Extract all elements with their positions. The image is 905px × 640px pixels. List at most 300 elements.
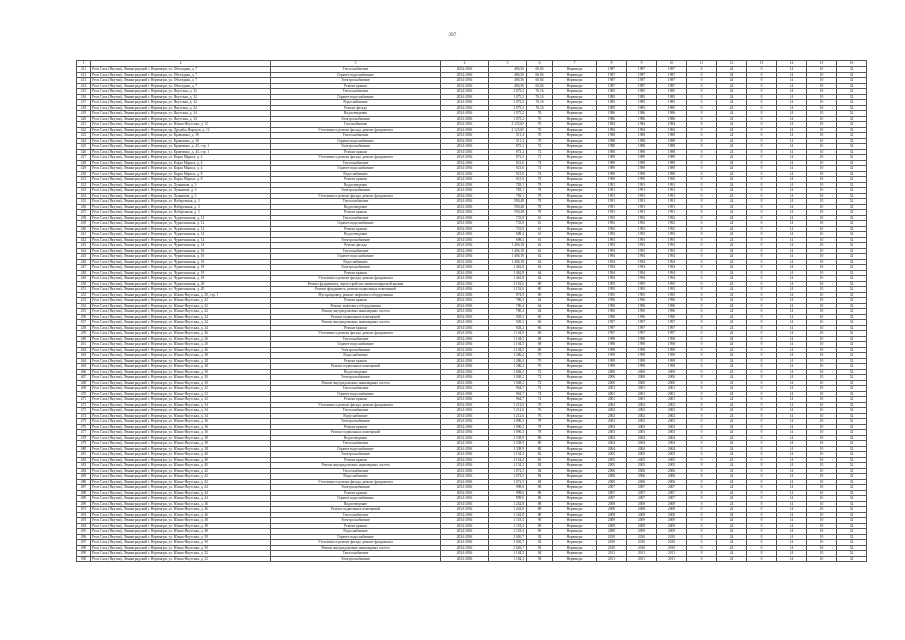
value-cell: 32 bbox=[837, 391, 867, 397]
value-cell: 24 bbox=[717, 122, 747, 128]
address-cell: Респ.Саха (Якутия), Ленинградский г. Нерюнгри, ул. Чурапчинская, д. 12 bbox=[91, 215, 271, 221]
year-cell: 1991 bbox=[657, 188, 687, 194]
value-cell: 10 bbox=[807, 353, 837, 359]
value-cell: 0 bbox=[687, 259, 717, 265]
value-cell: 72 bbox=[527, 375, 553, 381]
value-cell: 0 bbox=[687, 397, 717, 403]
value-cell: 0 bbox=[687, 144, 717, 150]
year-cell: 1985 bbox=[657, 89, 687, 95]
work-type-cell: Теплоснабжение bbox=[271, 551, 441, 557]
period-cell: 2034-2036 bbox=[441, 402, 489, 408]
row-number-cell: 463 bbox=[77, 353, 91, 359]
value-cell: 14 bbox=[777, 182, 807, 188]
value-cell: 0 bbox=[687, 512, 717, 518]
locality-cell: Нерюнгри bbox=[553, 276, 597, 282]
area-cell: 1 406,18 bbox=[489, 248, 527, 254]
year-cell: 1991 bbox=[597, 188, 627, 194]
value-cell: 10 bbox=[807, 221, 837, 227]
address-cell: Респ.Саха (Якутия), Ленинградский г. Нерюнгри, ул. Южно-Якутская, д. 40 bbox=[91, 457, 271, 463]
value-cell: 0 bbox=[687, 375, 717, 381]
year-cell: 2001 bbox=[657, 386, 687, 392]
year-cell: 1989 bbox=[597, 155, 627, 161]
year-cell: 1987 bbox=[657, 83, 687, 89]
address-cell: Респ.Саха (Якутия), Ленинградский г. Нерюнгри, ул. Карла Маркса, д. 8 bbox=[91, 177, 271, 183]
period-cell: 2034-2036 bbox=[441, 188, 489, 194]
area-cell: 1 026,7 bbox=[489, 540, 527, 546]
value-cell: 92 bbox=[527, 540, 553, 546]
area-cell: 1 212,6 bbox=[489, 402, 527, 408]
value-cell: 14 bbox=[777, 298, 807, 304]
value-cell: 24 bbox=[717, 303, 747, 309]
value-cell: 78 bbox=[527, 210, 553, 216]
area-cell: 1 212,6 bbox=[489, 413, 527, 419]
area-cell: 1 406,18 bbox=[489, 259, 527, 265]
area-cell: 928,2 bbox=[489, 314, 527, 320]
value-cell: 0 bbox=[747, 518, 777, 524]
area-cell: 486,56 bbox=[489, 83, 527, 89]
value-cell: 0 bbox=[747, 512, 777, 518]
row-number-cell: 416 bbox=[77, 94, 91, 100]
work-type-cell: Ремонт фасада bbox=[271, 243, 441, 249]
row-number-cell: 488 bbox=[77, 490, 91, 496]
address-cell: Респ.Саха (Якутия), Ленинградский г. Нерюнгри, ул. Южно-Якутская, д. 36 bbox=[91, 424, 271, 430]
work-type-cell: Ремонт крыши bbox=[271, 270, 441, 276]
area-cell: 2 125,65 bbox=[489, 122, 527, 128]
value-cell: 10 bbox=[807, 248, 837, 254]
value-cell: 0 bbox=[687, 441, 717, 447]
year-cell: 1994 bbox=[657, 254, 687, 260]
value-cell: 32 bbox=[837, 254, 867, 260]
value-cell: 0 bbox=[747, 457, 777, 463]
value-cell: 14 bbox=[777, 369, 807, 375]
address-cell: Респ.Саха (Якутия), Ленинградский г. Нерюнгри, ул. Объездная, д. 7 bbox=[91, 72, 271, 78]
year-cell: 1990 bbox=[657, 171, 687, 177]
value-cell: 10 bbox=[807, 287, 837, 293]
row-number-cell: 481 bbox=[77, 452, 91, 458]
value-cell: 72 bbox=[527, 369, 553, 375]
value-cell: 24 bbox=[717, 545, 747, 551]
work-type-cell: Теплоснабжение bbox=[271, 408, 441, 414]
period-cell: 2034-2036 bbox=[441, 292, 489, 298]
period-cell: 2034-2036 bbox=[441, 529, 489, 535]
year-cell: 1987 bbox=[657, 72, 687, 78]
area-cell: 1 072,5 bbox=[489, 468, 527, 474]
address-cell: Респ.Саха (Якутия), Ленинградский г. Нерюнгри, ул. Южно-Якутская, д. 36 bbox=[91, 430, 271, 436]
value-cell: 0 bbox=[747, 463, 777, 469]
period-cell: 2034-2036 bbox=[441, 430, 489, 436]
period-cell: 2034-2036 bbox=[441, 556, 489, 562]
value-cell: 10 bbox=[807, 386, 837, 392]
value-cell: 32 bbox=[837, 171, 867, 177]
year-cell: 1994 bbox=[657, 270, 687, 276]
year-cell: 1994 bbox=[657, 265, 687, 271]
year-cell: 1991 bbox=[627, 188, 657, 194]
year-cell: 2008 bbox=[657, 512, 687, 518]
locality-cell: Нерюнгри bbox=[553, 78, 597, 84]
year-cell: 1991 bbox=[597, 193, 627, 199]
value-cell: 32 bbox=[837, 529, 867, 535]
year-cell: 1987 bbox=[597, 78, 627, 84]
year-cell: 1996 bbox=[597, 303, 627, 309]
value-cell: 32 bbox=[837, 452, 867, 458]
locality-cell: Нерюнгри bbox=[553, 523, 597, 529]
area-cell: 1 075,2 bbox=[489, 100, 527, 106]
address-cell: Респ.Саха (Якутия), Ленинградский г. Нерюнгри, ул. Карла Маркса, д. 4 bbox=[91, 160, 271, 166]
work-type-cell: Электроснабжение bbox=[271, 78, 441, 84]
column-header: 4 bbox=[441, 61, 489, 67]
area-cell: 1 406,18 bbox=[489, 243, 527, 249]
locality-cell: Нерюнгри bbox=[553, 380, 597, 386]
value-cell: 76,16 bbox=[527, 100, 553, 106]
value-cell: 0 bbox=[687, 155, 717, 161]
value-cell: 14 bbox=[777, 501, 807, 507]
value-cell: 66 bbox=[527, 320, 553, 326]
row-number-cell: 455 bbox=[77, 309, 91, 315]
period-cell: 2034-2036 bbox=[441, 226, 489, 232]
year-cell: 2005 bbox=[627, 463, 657, 469]
period-cell: 2034-2036 bbox=[441, 490, 489, 496]
value-cell: 24 bbox=[717, 193, 747, 199]
value-cell: 0 bbox=[687, 243, 717, 249]
value-cell: 0 bbox=[687, 369, 717, 375]
value-cell: 76,16 bbox=[527, 105, 553, 111]
period-cell: 2034-2036 bbox=[441, 259, 489, 265]
value-cell: 0 bbox=[687, 133, 717, 139]
value-cell: 0 bbox=[747, 391, 777, 397]
address-cell: Респ.Саха (Якутия), Ленинградский г. Нерюнгри, ул. Южно-Якутская, д. 44 bbox=[91, 490, 271, 496]
work-type-cell: Ремонт внутридомовых инженерных систем bbox=[271, 320, 441, 326]
value-cell: 10 bbox=[807, 485, 837, 491]
year-cell: 1997 bbox=[597, 331, 627, 337]
value-cell: 0 bbox=[747, 435, 777, 441]
address-cell: Респ.Саха (Якутия), Ленинградский г. Нерюнгри, ул. Чурапчинская, д. 12 bbox=[91, 221, 271, 227]
year-cell: 2000 bbox=[657, 380, 687, 386]
value-cell: 10 bbox=[807, 358, 837, 364]
value-cell: 10 bbox=[807, 441, 837, 447]
value-cell: 60,84 bbox=[527, 83, 553, 89]
column-header: 13 bbox=[747, 61, 777, 67]
work-type-cell: Утепление и ремонт фасада, ремонт фундамента bbox=[271, 331, 441, 337]
address-cell: Респ.Саха (Якутия), Ленинградский г. Нерюнгри, ул. Объездная, д. 7 bbox=[91, 78, 271, 84]
work-type-cell: Ремонт фундамента, ремонт подвальных помещений bbox=[271, 287, 441, 293]
address-cell: Респ.Саха (Якутия), Ленинградский г. Нерюнгри, ул. Чурапчинская, д. 18 bbox=[91, 270, 271, 276]
value-cell: 10 bbox=[807, 369, 837, 375]
period-cell: 2034-2036 bbox=[441, 391, 489, 397]
value-cell: 10 bbox=[807, 545, 837, 551]
period-cell: 2034-2036 bbox=[441, 331, 489, 337]
work-type-cell: Ремонт внутридомовых инженерных систем bbox=[271, 309, 441, 315]
year-cell: 1993 bbox=[627, 248, 657, 254]
year-cell: 2008 bbox=[657, 507, 687, 513]
value-cell: 24 bbox=[717, 430, 747, 436]
work-type-cell: Ремонт крыши bbox=[271, 149, 441, 155]
area-cell: 1 075,2 bbox=[489, 89, 527, 95]
locality-cell: Нерюнгри bbox=[553, 215, 597, 221]
value-cell: 14 bbox=[777, 133, 807, 139]
value-cell: 0 bbox=[747, 485, 777, 491]
value-cell: 32 bbox=[837, 490, 867, 496]
row-number-cell: 462 bbox=[77, 347, 91, 353]
locality-cell: Нерюнгри bbox=[553, 375, 597, 381]
register-sheet bbox=[76, 60, 866, 562]
area-cell: 1 104,5 bbox=[489, 336, 527, 342]
period-cell: 2034-2036 bbox=[441, 435, 489, 441]
year-cell: 1996 bbox=[657, 314, 687, 320]
work-type-cell: Теплоснабжение bbox=[271, 215, 441, 221]
row-number-cell: 450 bbox=[77, 281, 91, 287]
period-cell: 2034-2036 bbox=[441, 314, 489, 320]
locality-cell: Нерюнгри bbox=[553, 545, 597, 551]
value-cell: 10 bbox=[807, 457, 837, 463]
address-cell: Респ.Саха (Якутия), Ленинградский г. Нерюнгри, ул. Южно-Якутская, д. 32 bbox=[91, 397, 271, 403]
area-cell: 1 096,3 bbox=[489, 419, 527, 425]
address-cell: Респ.Саха (Якутия), Ленинградский г. Нерюнгри, ул. Южно-Якутская, д. 26 bbox=[91, 347, 271, 353]
locality-cell: Нерюнгри bbox=[553, 424, 597, 430]
row-number-cell: 490 bbox=[77, 501, 91, 507]
address-cell: Респ.Саха (Якутия), Ленинградский г. Нерюнгри, ул. Южно-Якутская, д. 48 bbox=[91, 523, 271, 529]
value-cell: 14 bbox=[777, 210, 807, 216]
value-cell: 0 bbox=[687, 232, 717, 238]
locality-cell: Нерюнгри bbox=[553, 534, 597, 540]
row-number-cell: 494 bbox=[77, 523, 91, 529]
value-cell: 0 bbox=[747, 303, 777, 309]
area-cell: 786,4 bbox=[489, 298, 527, 304]
value-cell: 24 bbox=[717, 105, 747, 111]
area-cell: 1 152,6 bbox=[489, 287, 527, 293]
year-cell: 1993 bbox=[627, 237, 657, 243]
year-cell: 2011 bbox=[597, 551, 627, 557]
work-type-cell: Электроснабжение bbox=[271, 116, 441, 122]
year-cell: 2002 bbox=[627, 413, 657, 419]
value-cell: 32 bbox=[837, 507, 867, 513]
value-cell: 10 bbox=[807, 496, 837, 502]
value-cell: 0 bbox=[747, 545, 777, 551]
value-cell: 14 bbox=[777, 391, 807, 397]
value-cell: 10 bbox=[807, 155, 837, 161]
year-cell: 2004 bbox=[627, 441, 657, 447]
work-type-cell: Горячее водоснабжение bbox=[271, 254, 441, 260]
value-cell: 10 bbox=[807, 430, 837, 436]
value-cell: 32 bbox=[837, 94, 867, 100]
year-cell: 1988 bbox=[657, 149, 687, 155]
value-cell: 24 bbox=[717, 281, 747, 287]
value-cell: 32 bbox=[837, 446, 867, 452]
value-cell: 0 bbox=[747, 369, 777, 375]
value-cell: 0 bbox=[747, 116, 777, 122]
value-cell: 14 bbox=[777, 232, 807, 238]
work-type-cell: Теплоснабжение bbox=[271, 441, 441, 447]
period-cell: 2034-2036 bbox=[441, 281, 489, 287]
year-cell: 1988 bbox=[597, 133, 627, 139]
address-cell: Респ.Саха (Якутия), Ленинградский г. Нерюнгри, ул. Якутская, д. 32 bbox=[91, 94, 271, 100]
value-cell: 10 bbox=[807, 419, 837, 425]
value-cell: 0 bbox=[747, 479, 777, 485]
year-cell: 2000 bbox=[627, 369, 657, 375]
year-cell: 1992 bbox=[657, 221, 687, 227]
area-cell: 1 184,3 bbox=[489, 551, 527, 557]
locality-cell: Нерюнгри bbox=[553, 199, 597, 205]
value-cell: 24 bbox=[717, 441, 747, 447]
period-cell: 2034-2036 bbox=[441, 83, 489, 89]
locality-cell: Нерюнгри bbox=[553, 369, 597, 375]
year-cell: 2009 bbox=[657, 518, 687, 524]
row-number-cell: 477 bbox=[77, 430, 91, 436]
area-cell: 1 286,4 bbox=[489, 358, 527, 364]
locality-cell: Нерюнгри bbox=[553, 248, 597, 254]
year-cell: 1999 bbox=[657, 358, 687, 364]
address-cell: Респ.Саха (Якутия), Ленинградский г. Нерюнгри, ул. Чурапчинская, д. 14 bbox=[91, 243, 271, 249]
year-cell: 2006 bbox=[657, 479, 687, 485]
value-cell: 0 bbox=[747, 265, 777, 271]
value-cell: 0 bbox=[747, 259, 777, 265]
year-cell: 2007 bbox=[627, 490, 657, 496]
value-cell: 0 bbox=[747, 501, 777, 507]
value-cell: 32 bbox=[837, 188, 867, 194]
value-cell: 32 bbox=[837, 105, 867, 111]
period-cell: 2034-2036 bbox=[441, 457, 489, 463]
value-cell: 10 bbox=[807, 215, 837, 221]
value-cell: 0 bbox=[687, 402, 717, 408]
locality-cell: Нерюнгри bbox=[553, 358, 597, 364]
work-type-cell: Теплоснабжение bbox=[271, 160, 441, 166]
year-cell: 1991 bbox=[597, 210, 627, 216]
value-cell: 32 bbox=[837, 353, 867, 359]
period-cell: 2034-2036 bbox=[441, 397, 489, 403]
column-header: 3 bbox=[271, 61, 441, 67]
year-cell: 1991 bbox=[627, 199, 657, 205]
value-cell: 80 bbox=[527, 441, 553, 447]
period-cell: 2034-2036 bbox=[441, 155, 489, 161]
year-cell: 2010 bbox=[627, 534, 657, 540]
year-cell: 2009 bbox=[627, 523, 657, 529]
value-cell: 64 bbox=[527, 265, 553, 271]
row-number-cell: 474 bbox=[77, 413, 91, 419]
address-cell: Респ.Саха (Якутия), Ленинградский г. Нерюнгри, ул. Чурапчинская, д. 18 bbox=[91, 276, 271, 282]
year-cell: 1997 bbox=[627, 325, 657, 331]
value-cell: 14 bbox=[777, 419, 807, 425]
year-cell: 1996 bbox=[627, 303, 657, 309]
address-cell: Респ.Саха (Якутия), Ленинградский г. Нерюнгри, ул. Лужников, д. 3 bbox=[91, 182, 271, 188]
value-cell: 0 bbox=[687, 518, 717, 524]
year-cell: 1994 bbox=[627, 276, 657, 282]
row-number-cell: 451 bbox=[77, 287, 91, 293]
year-cell: 1995 bbox=[657, 287, 687, 293]
year-cell: 1987 bbox=[597, 83, 627, 89]
row-number-cell: 479 bbox=[77, 441, 91, 447]
value-cell: 0 bbox=[687, 226, 717, 232]
area-cell: 1 104,5 bbox=[489, 331, 527, 337]
year-cell: 2010 bbox=[657, 534, 687, 540]
value-cell: 32 bbox=[837, 320, 867, 326]
year-cell: 1988 bbox=[627, 138, 657, 144]
row-number-cell: 475 bbox=[77, 419, 91, 425]
area-cell: 786,4 bbox=[489, 303, 527, 309]
value-cell: 24 bbox=[717, 199, 747, 205]
year-cell: 1998 bbox=[657, 342, 687, 348]
work-type-cell: Электроснабжение bbox=[271, 518, 441, 524]
column-header: 10 bbox=[657, 61, 687, 67]
value-cell: 14 bbox=[777, 468, 807, 474]
year-cell: 2003 bbox=[627, 419, 657, 425]
value-cell: 32 bbox=[837, 149, 867, 155]
year-cell: 2002 bbox=[657, 413, 687, 419]
year-cell: 1999 bbox=[657, 364, 687, 370]
period-cell: 2034-2036 bbox=[441, 474, 489, 480]
row-number-cell: 440 bbox=[77, 226, 91, 232]
period-cell: 2034-2036 bbox=[441, 111, 489, 117]
row-number-cell: 433 bbox=[77, 188, 91, 194]
value-cell: 78 bbox=[527, 424, 553, 430]
row-number-cell: 425 bbox=[77, 144, 91, 150]
value-cell: 14 bbox=[777, 320, 807, 326]
year-cell: 2004 bbox=[597, 435, 627, 441]
period-cell: 2034-2036 bbox=[441, 551, 489, 557]
value-cell: 10 bbox=[807, 276, 837, 282]
value-cell: 61 bbox=[527, 232, 553, 238]
work-type-cell: Электроснабжение bbox=[271, 419, 441, 425]
year-cell: 1998 bbox=[627, 342, 657, 348]
value-cell: 0 bbox=[687, 166, 717, 172]
year-cell: 2004 bbox=[657, 435, 687, 441]
value-cell: 0 bbox=[687, 270, 717, 276]
year-cell: 1994 bbox=[597, 276, 627, 282]
year-cell: 2005 bbox=[657, 457, 687, 463]
locality-cell: Нерюнгри bbox=[553, 100, 597, 106]
address-cell: Респ.Саха (Якутия), Ленинградский г. Нерюнгри, ул. Чурапчинская, д. 20 bbox=[91, 281, 271, 287]
work-type-cell: Утепление и ремонт фасада, ремонт фундамента bbox=[271, 540, 441, 546]
value-cell: 24 bbox=[717, 534, 747, 540]
value-cell: 10 bbox=[807, 364, 837, 370]
period-cell: 2034-2036 bbox=[441, 485, 489, 491]
value-cell: 0 bbox=[747, 441, 777, 447]
address-cell: Респ.Саха (Якутия), Ленинградский г. Нерюнгри, ул. Южно-Якутская, д. 32 bbox=[91, 391, 271, 397]
year-cell: 1994 bbox=[597, 259, 627, 265]
year-cell: 1994 bbox=[657, 259, 687, 265]
value-cell: 0 bbox=[747, 347, 777, 353]
column-header: 1 bbox=[77, 61, 91, 67]
period-cell: 2034-2036 bbox=[441, 276, 489, 282]
value-cell: 10 bbox=[807, 298, 837, 304]
area-cell: 1 154,2 bbox=[489, 452, 527, 458]
year-cell: 1988 bbox=[627, 144, 657, 150]
year-cell: 1985 bbox=[627, 94, 657, 100]
value-cell: 0 bbox=[747, 375, 777, 381]
year-cell: 2002 bbox=[657, 402, 687, 408]
row-number-cell: 426 bbox=[77, 149, 91, 155]
value-cell: 24 bbox=[717, 353, 747, 359]
value-cell: 10 bbox=[807, 83, 837, 89]
year-cell: 2009 bbox=[597, 518, 627, 524]
area-cell: 873,2 bbox=[489, 144, 527, 150]
year-cell: 1993 bbox=[627, 243, 657, 249]
value-cell: 92 bbox=[527, 534, 553, 540]
work-type-cell: Электроснабжение bbox=[271, 265, 441, 271]
value-cell: 24 bbox=[717, 127, 747, 133]
value-cell: 24 bbox=[717, 347, 747, 353]
address-cell: Респ.Саха (Якутия), Ленинградский г. Нерюнгри, ул. Южно-Якутская, д. 32 bbox=[91, 386, 271, 392]
value-cell: 10 bbox=[807, 446, 837, 452]
area-cell: 1 075,2 bbox=[489, 116, 527, 122]
value-cell: 32 bbox=[837, 89, 867, 95]
year-cell: 1995 bbox=[597, 281, 627, 287]
locality-cell: Нерюнгри bbox=[553, 408, 597, 414]
value-cell: 14 bbox=[777, 380, 807, 386]
address-cell: Респ.Саха (Якутия), Ленинградский г. Нерюнгри, ул. Южно-Якутская, д. 50 bbox=[91, 534, 271, 540]
address-cell: Респ.Саха (Якутия), Ленинградский г. Нерюнгри, ул. Якутская, д. 34 bbox=[91, 116, 271, 122]
value-cell: 66 bbox=[527, 325, 553, 331]
value-cell: 14 bbox=[777, 303, 807, 309]
address-cell: Респ.Саха (Якутия), Ленинградский г. Нерюнгри, ул. Южно-Якутская, д. 52 bbox=[91, 556, 271, 562]
